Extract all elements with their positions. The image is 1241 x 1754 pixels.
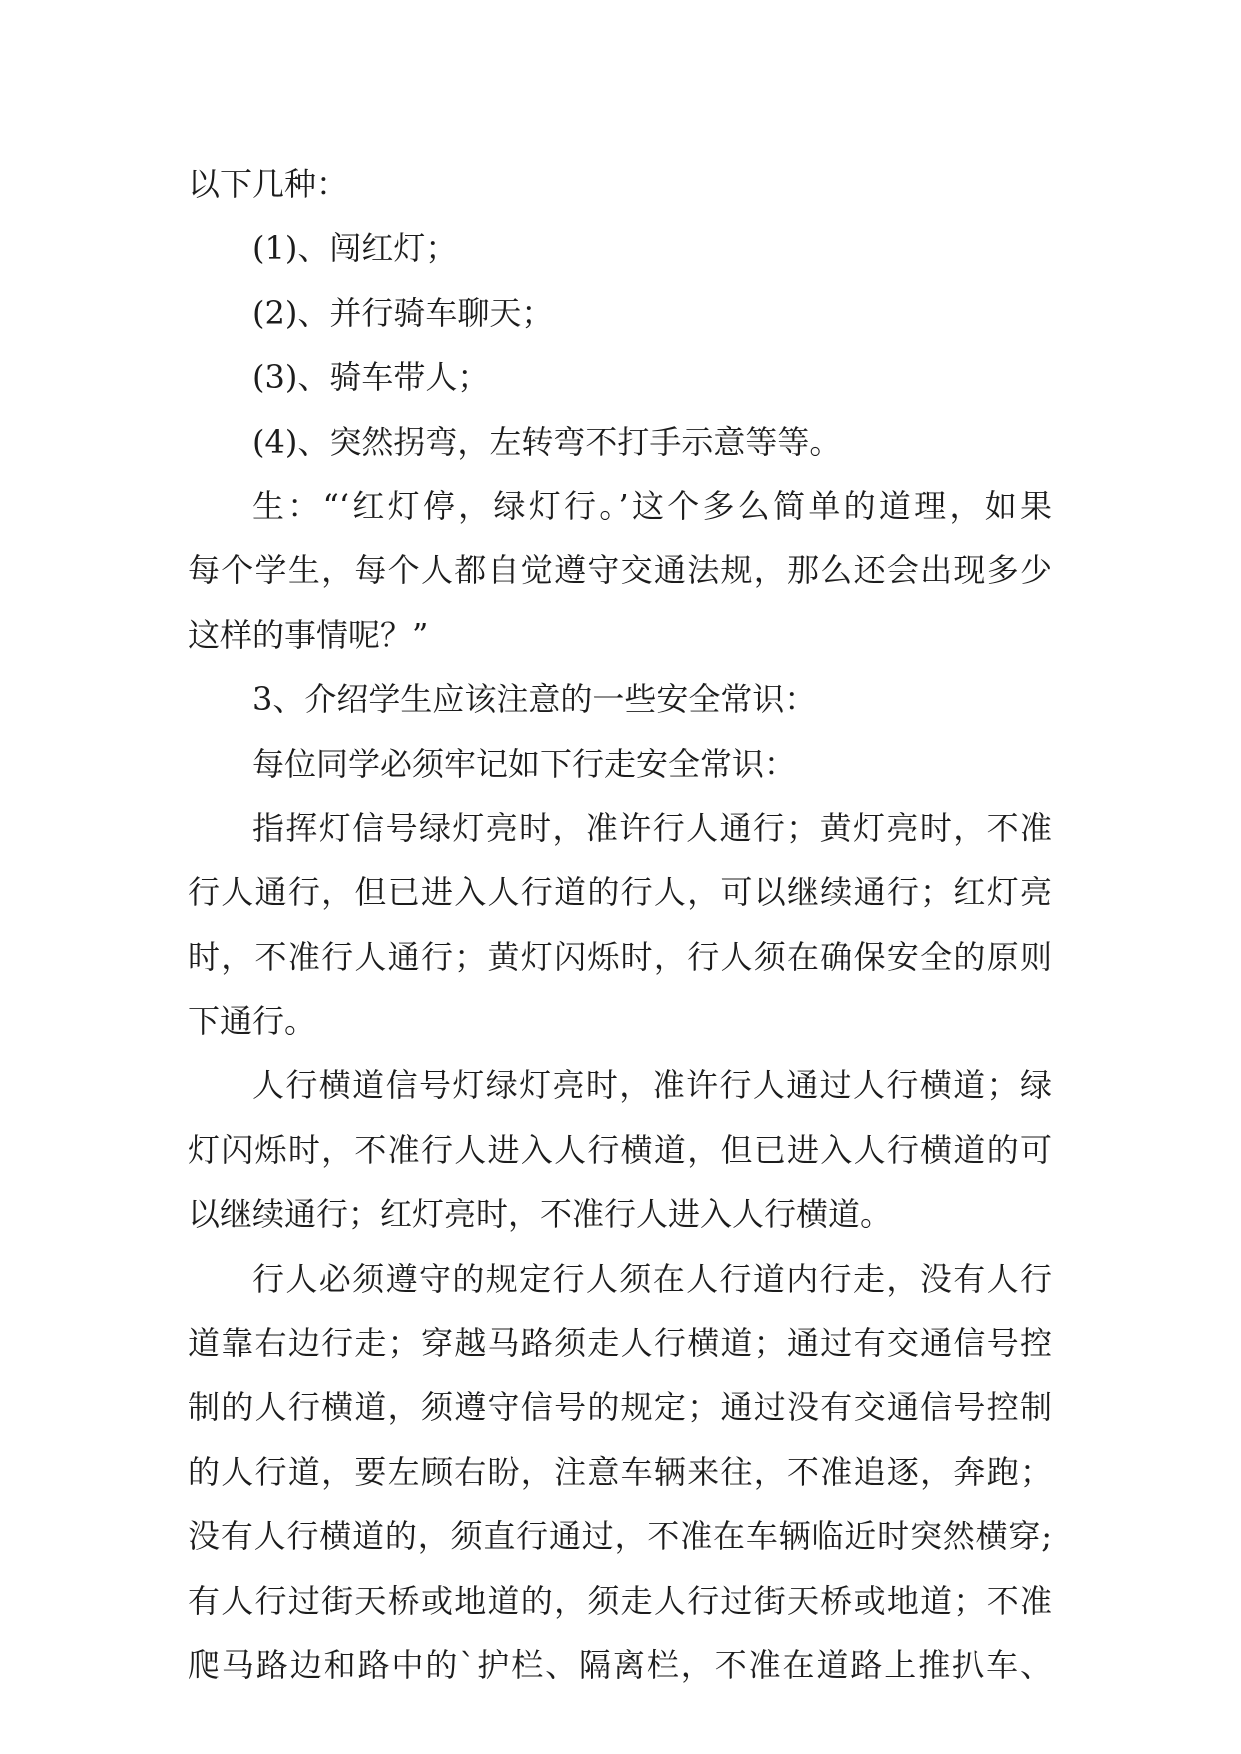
text-line: 没有人行横道的，须直行通过，不准在车辆临近时突然横穿; (188, 1517, 1052, 1556)
text-line: 制的人行横道，须遵守信号的规定；通过没有交通信号控制 (188, 1388, 1052, 1427)
text-line: 行人必须遵守的规定行人须在人行道内行走，没有人行 (252, 1259, 1052, 1298)
text-line: 爬马路边和路中的`护栏、隔离栏，不准在道路上推扒车、 (188, 1645, 1052, 1684)
text-line: 灯闪烁时，不准行人进入人行横道，但已进入人行横道的可 (188, 1130, 1052, 1169)
text-line: 人行横道信号灯绿灯亮时，准许行人通过人行横道；绿 (252, 1066, 1052, 1105)
text-line: (3)、骑车带人； (252, 358, 490, 397)
text-line: 生：“‘红灯停，绿灯行。’这个多么简单的道理，如果 (252, 486, 1052, 525)
text-line: 指挥灯信号绿灯亮时，准许行人通行；黄灯亮时，不准 (252, 808, 1052, 847)
text-line: (4)、突然拐弯，左转弯不打手示意等等。 (252, 422, 842, 461)
text-line: 每位同学必须牢记如下行走安全常识： (252, 744, 797, 783)
text-line: 这样的事情呢？” (188, 615, 429, 654)
text-line: 时，不准行人通行；黄灯闪烁时，行人须在确保安全的原则 (188, 937, 1052, 976)
text-line: (1)、闯红灯； (252, 229, 458, 268)
text-line: 以下几种： (188, 165, 349, 203)
text-block (188, 152, 1052, 1697)
text-line: 以继续通行；红灯亮时，不准行人进入人行横道。 (188, 1195, 893, 1234)
text-line: 行人通行，但已进入人行道的行人，可以继续通行；红灯亮 (188, 873, 1052, 912)
text-line: 3、介绍学生应该注意的一些安全常识： (252, 680, 817, 719)
text-line: 的人行道，要左顾右盼，注意车辆来往，不准追逐，奔跑； (188, 1452, 1052, 1491)
text-line: 道靠右边行走；穿越马路须走人行横道；通过有交通信号控 (188, 1324, 1052, 1363)
text-line: 有人行过街天桥或地道的，须走人行过街天桥或地道；不准 (188, 1581, 1052, 1620)
text-line: 下通行。 (188, 1002, 317, 1041)
text-line: (2)、并行骑车聊天； (252, 293, 554, 332)
text-line: 每个学生，每个人都自觉遵守交通法规，那么还会出现多少 (188, 551, 1052, 590)
